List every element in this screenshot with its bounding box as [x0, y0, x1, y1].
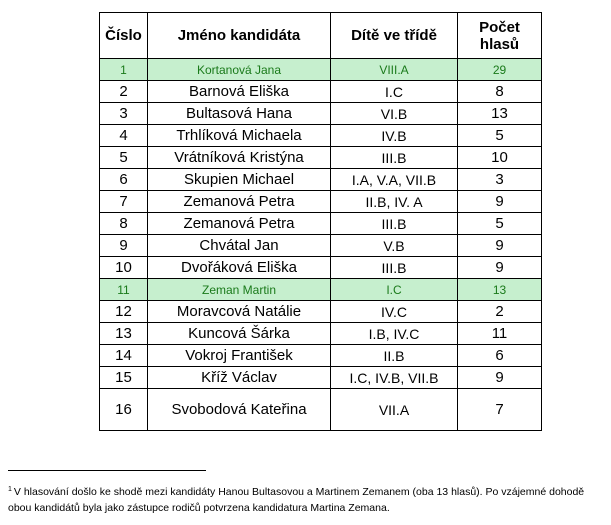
cell-dite: III.B	[331, 213, 458, 235]
footnote-text: V hlasování došlo ke shodě mezi kandidáty Hanou Bultasovou a Martinem Zemanem (oba 13 hlasů). Po vzájemné dohodě obou kandidátů byla jako zástupce rodičů potvrzena kandidatura Martina Zemana.	[8, 486, 585, 514]
cell-hlasy: 9	[458, 257, 542, 279]
cell-cislo: 2	[100, 81, 148, 103]
header-pocet	[458, 13, 542, 59]
table-header-row	[100, 13, 542, 59]
table-row-elected	[100, 59, 542, 81]
cell-hlasy: 2	[458, 301, 542, 323]
cell-hlasy: 10	[458, 147, 542, 169]
footnote-marker: 1	[8, 486, 12, 493]
cell-cislo: 16	[100, 389, 148, 431]
cell-jmeno: Vokroj František	[148, 345, 331, 367]
table-row	[100, 389, 542, 431]
cell-hlasy: 11	[458, 323, 542, 345]
cell-hlasy: 5	[458, 213, 542, 235]
cell-dite: VIII.A	[331, 59, 458, 81]
cell-dite: IV.C	[331, 301, 458, 323]
table-row	[100, 103, 542, 125]
cell-hlasy: 9	[458, 191, 542, 213]
cell-dite: VI.B	[331, 103, 458, 125]
cell-jmeno: Zemanová Petra	[148, 191, 331, 213]
header-cislo: Číslo	[100, 13, 148, 59]
cell-jmeno: Dvořáková Eliška	[148, 257, 331, 279]
cell-hlasy: 3	[458, 169, 542, 191]
table-row	[100, 235, 542, 257]
cell-jmeno: Kuncová Šárka	[148, 323, 331, 345]
cell-jmeno: Trhlíková Michaela	[148, 125, 331, 147]
cell-cislo: 13	[100, 323, 148, 345]
footnote-separator	[8, 470, 206, 471]
cell-hlasy: 13	[458, 279, 542, 301]
cell-cislo: 12	[100, 301, 148, 323]
cell-hlasy: 5	[458, 125, 542, 147]
header-dite: Dítě ve třídě	[331, 13, 458, 59]
cell-cislo: 1	[100, 59, 148, 81]
table-row	[100, 301, 542, 323]
results-table	[99, 12, 542, 431]
cell-dite: I.B, IV.C	[331, 323, 458, 345]
cell-dite: I.C	[331, 81, 458, 103]
cell-jmeno: Barnová Eliška	[148, 81, 331, 103]
cell-hlasy: 6	[458, 345, 542, 367]
cell-jmeno: Skupien Michael	[148, 169, 331, 191]
cell-hlasy: 13	[458, 103, 542, 125]
cell-hlasy: 9	[458, 367, 542, 389]
table-row	[100, 213, 542, 235]
cell-cislo: 15	[100, 367, 148, 389]
cell-cislo: 9	[100, 235, 148, 257]
cell-hlasy: 9	[458, 235, 542, 257]
table-row	[100, 147, 542, 169]
table-row	[100, 323, 542, 345]
table-row	[100, 81, 542, 103]
cell-jmeno: Chvátal Jan	[148, 235, 331, 257]
cell-cislo: 8	[100, 213, 148, 235]
cell-jmeno: Svobodová Kateřina	[148, 389, 331, 431]
cell-dite: I.C	[331, 279, 458, 301]
cell-jmeno: Kortanová Jana	[148, 59, 331, 81]
table-row	[100, 191, 542, 213]
cell-cislo: 11	[100, 279, 148, 301]
cell-cislo: 5	[100, 147, 148, 169]
cell-jmeno: Moravcová Natálie	[148, 301, 331, 323]
cell-jmeno: Kříž Václav	[148, 367, 331, 389]
header-jmeno: Jméno kandidáta	[148, 13, 331, 59]
cell-cislo: 3	[100, 103, 148, 125]
header-pocet-line1: Počet	[479, 18, 520, 36]
table-row	[100, 125, 542, 147]
cell-hlasy: 8	[458, 81, 542, 103]
cell-jmeno: Zemanová Petra	[148, 213, 331, 235]
cell-hlasy: 29	[458, 59, 542, 81]
table-row	[100, 257, 542, 279]
cell-dite: VII.A	[331, 389, 458, 431]
cell-dite: I.A, V.A, VII.B	[331, 169, 458, 191]
cell-hlasy: 7	[458, 389, 542, 431]
cell-cislo: 10	[100, 257, 148, 279]
cell-dite: I.C, IV.B, VII.B	[331, 367, 458, 389]
table-body	[100, 59, 542, 431]
table-row	[100, 367, 542, 389]
table-row	[100, 345, 542, 367]
cell-dite: III.B	[331, 257, 458, 279]
table-row-elected	[100, 279, 542, 301]
cell-cislo: 6	[100, 169, 148, 191]
cell-jmeno: Bultasová Hana	[148, 103, 331, 125]
cell-jmeno: Zeman Martin	[148, 279, 331, 301]
cell-jmeno: Vrátníková Kristýna	[148, 147, 331, 169]
cell-dite: IV.B	[331, 125, 458, 147]
cell-cislo: 4	[100, 125, 148, 147]
header-pocet-line2: hlasů	[479, 35, 520, 53]
table-row	[100, 169, 542, 191]
cell-cislo: 7	[100, 191, 148, 213]
cell-dite: II.B, IV. A	[331, 191, 458, 213]
cell-dite: V.B	[331, 235, 458, 257]
cell-dite: III.B	[331, 147, 458, 169]
cell-dite: II.B	[331, 345, 458, 367]
footnote	[8, 482, 603, 516]
cell-cislo: 14	[100, 345, 148, 367]
